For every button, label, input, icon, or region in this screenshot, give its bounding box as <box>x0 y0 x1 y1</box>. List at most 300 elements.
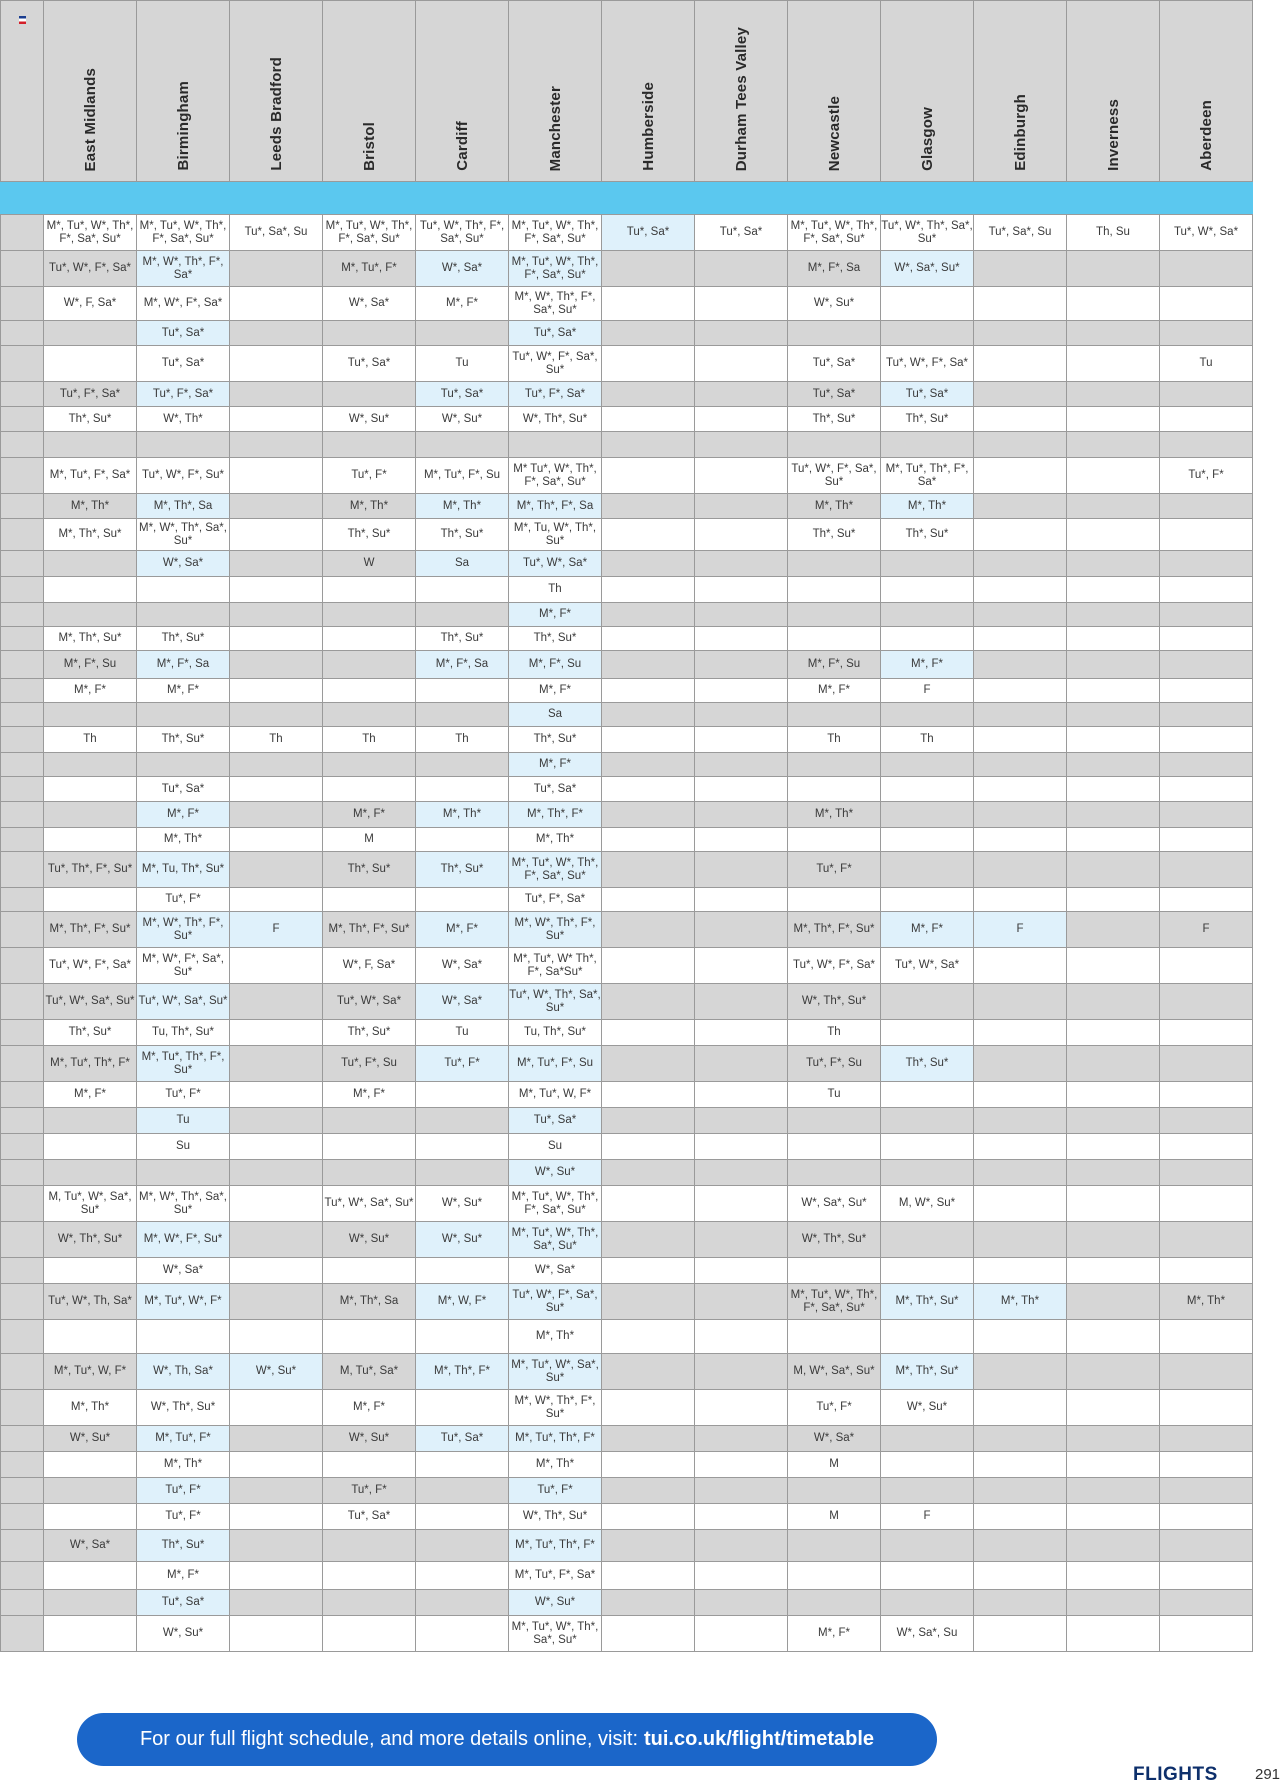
schedule-cell: M, Tu*, W*, Sa*, Su* <box>44 1186 137 1222</box>
schedule-cell: F <box>881 679 974 703</box>
schedule-cell <box>974 321 1067 346</box>
schedule-cell <box>695 852 788 888</box>
schedule-cell <box>1067 1284 1160 1320</box>
schedule-cell: M*, Th* <box>881 494 974 519</box>
schedule-cell: Su <box>509 1134 602 1160</box>
schedule-cell: M <box>323 828 416 852</box>
destination-cell <box>1 1020 44 1046</box>
schedule-cell <box>323 432 416 458</box>
schedule-cell: M*, Th*, Su* <box>881 1284 974 1320</box>
schedule-cell <box>602 287 695 321</box>
schedule-cell <box>881 1590 974 1616</box>
schedule-cell <box>1160 321 1253 346</box>
schedule-row <box>1 777 1253 802</box>
schedule-cell: M*, F*, Su <box>44 651 137 679</box>
corner-header <box>1 1 44 182</box>
schedule-cell <box>416 1478 509 1504</box>
destination-cell <box>1 215 44 251</box>
schedule-cell <box>1067 519 1160 551</box>
schedule-cell <box>1160 1390 1253 1426</box>
schedule-cell: Th*, Su* <box>788 407 881 432</box>
schedule-cell: M* Tu*, W*, Th*, F*, Sa*, Su* <box>509 458 602 494</box>
schedule-cell: M*, Tu*, F*, Su <box>509 1046 602 1082</box>
schedule-cell <box>695 777 788 802</box>
schedule-cell: M*, W*, Th*, F*, Su* <box>137 912 230 948</box>
schedule-cell <box>1160 1452 1253 1478</box>
schedule-cell: Tu*, Th*, F*, Su* <box>44 852 137 888</box>
schedule-cell: M*, F* <box>881 651 974 679</box>
schedule-cell: M*, Th* <box>788 494 881 519</box>
schedule-cell: Tu*, F* <box>137 1504 230 1530</box>
schedule-cell: Tu, Th*, Su* <box>509 1020 602 1046</box>
destination-cell <box>1 1590 44 1616</box>
schedule-cell: Th*, Su* <box>416 852 509 888</box>
schedule-cell <box>695 1258 788 1284</box>
schedule-cell <box>881 627 974 651</box>
schedule-cell <box>323 1134 416 1160</box>
schedule-cell <box>602 1258 695 1284</box>
destination-cell <box>1 651 44 679</box>
schedule-cell <box>44 577 137 603</box>
schedule-cell <box>602 1530 695 1562</box>
schedule-row <box>1 382 1253 407</box>
schedule-cell <box>230 458 323 494</box>
schedule-cell <box>1067 287 1160 321</box>
schedule-cell: M*, Tu*, W, F* <box>44 1354 137 1390</box>
schedule-cell: M <box>788 1504 881 1530</box>
schedule-cell: Tu*, Sa*, Su <box>974 215 1067 251</box>
schedule-row <box>1 1590 1253 1616</box>
schedule-cell <box>1067 1478 1160 1504</box>
schedule-cell <box>44 1562 137 1590</box>
schedule-cell: Th*, Su* <box>137 727 230 753</box>
schedule-cell: M*, Tu*, W*, F* <box>137 1284 230 1320</box>
schedule-cell <box>230 1530 323 1562</box>
schedule-cell: Tu <box>1160 346 1253 382</box>
schedule-cell <box>323 777 416 802</box>
schedule-cell: Tu*, F* <box>509 1478 602 1504</box>
schedule-cell: W*, Sa* <box>416 984 509 1020</box>
schedule-cell <box>974 627 1067 651</box>
schedule-cell: Tu*, F*, Sa* <box>509 888 602 912</box>
schedule-cell <box>974 551 1067 577</box>
schedule-cell <box>1067 888 1160 912</box>
schedule-cell: M*, W*, Th*, F*, Su* <box>509 912 602 948</box>
schedule-cell <box>323 679 416 703</box>
schedule-cell <box>695 551 788 577</box>
schedule-cell <box>1160 888 1253 912</box>
schedule-cell <box>695 1426 788 1452</box>
schedule-cell: M*, Th* <box>509 828 602 852</box>
schedule-cell <box>1160 948 1253 984</box>
schedule-cell: Th*, Su* <box>44 1020 137 1046</box>
schedule-cell <box>788 1134 881 1160</box>
schedule-cell <box>695 679 788 703</box>
schedule-cell <box>1067 679 1160 703</box>
schedule-cell: Tu*, Sa* <box>881 382 974 407</box>
schedule-cell: W*, F, Sa* <box>323 948 416 984</box>
schedule-cell <box>1067 407 1160 432</box>
schedule-cell <box>416 1452 509 1478</box>
schedule-cell: M*, Th* <box>416 494 509 519</box>
schedule-cell <box>1067 251 1160 287</box>
schedule-row <box>1 1562 1253 1590</box>
schedule-cell <box>416 753 509 777</box>
schedule-cell <box>788 1258 881 1284</box>
schedule-cell: M*, Th* <box>137 828 230 852</box>
schedule-cell: M <box>788 1452 881 1478</box>
schedule-cell: Tu*, F* <box>788 852 881 888</box>
timetable-banner[interactable] <box>77 1713 937 1766</box>
schedule-cell: Tu*, F* <box>137 1478 230 1504</box>
schedule-cell: M*, W*, Th*, F*, Sa* <box>137 251 230 287</box>
band-cell <box>1 182 44 215</box>
schedule-cell <box>1067 458 1160 494</box>
destination-cell <box>1 1186 44 1222</box>
airport-header <box>974 1 1067 182</box>
schedule-cell <box>695 346 788 382</box>
schedule-cell <box>230 287 323 321</box>
schedule-cell <box>1067 802 1160 828</box>
schedule-cell: W*, Th*, Su* <box>788 984 881 1020</box>
schedule-cell: W*, Sa* <box>137 1258 230 1284</box>
uk-flag-icon <box>19 16 26 24</box>
schedule-cell: W*, Sa* <box>416 948 509 984</box>
schedule-cell <box>602 382 695 407</box>
schedule-cell <box>881 1258 974 1284</box>
schedule-cell <box>44 1452 137 1478</box>
schedule-cell <box>416 432 509 458</box>
schedule-cell: Th <box>881 727 974 753</box>
schedule-cell <box>602 852 695 888</box>
schedule-cell <box>230 1020 323 1046</box>
schedule-cell <box>1160 679 1253 703</box>
schedule-cell: M*, Tu*, W*, Th*, Sa*, Su* <box>509 1616 602 1652</box>
schedule-cell <box>230 1082 323 1108</box>
airport-header <box>230 1 323 182</box>
destination-cell <box>1 346 44 382</box>
schedule-cell <box>881 577 974 603</box>
schedule-cell <box>602 1284 695 1320</box>
schedule-cell <box>230 703 323 727</box>
schedule-cell: W*, Th*, Su* <box>44 1222 137 1258</box>
schedule-cell <box>1160 603 1253 627</box>
schedule-cell: W*, Su* <box>323 407 416 432</box>
schedule-cell: Th <box>788 727 881 753</box>
schedule-cell <box>230 382 323 407</box>
schedule-cell <box>974 346 1067 382</box>
schedule-cell <box>602 912 695 948</box>
schedule-cell <box>230 1452 323 1478</box>
airport-header <box>881 1 974 182</box>
schedule-cell <box>974 1390 1067 1426</box>
schedule-cell <box>602 1562 695 1590</box>
schedule-cell <box>230 1320 323 1354</box>
schedule-cell <box>974 1082 1067 1108</box>
schedule-cell: M*, Tu*, Th*, F* <box>44 1046 137 1082</box>
schedule-cell: M*, F*, Su <box>509 651 602 679</box>
schedule-cell: M, W*, Su* <box>881 1186 974 1222</box>
schedule-cell: M*, W*, F*, Sa* <box>137 287 230 321</box>
schedule-cell: Tu*, W*, Sa*, Su* <box>323 1186 416 1222</box>
schedule-cell <box>881 551 974 577</box>
schedule-cell: M*, W*, F*, Sa*, Su* <box>137 948 230 984</box>
schedule-cell <box>1067 1108 1160 1134</box>
schedule-cell: M*, W*, F*, Su* <box>137 1222 230 1258</box>
schedule-cell: Tu*, F* <box>323 1478 416 1504</box>
schedule-cell: Tu*, W*, F*, Sa* <box>44 251 137 287</box>
schedule-cell: M*, F* <box>509 753 602 777</box>
schedule-cell <box>416 577 509 603</box>
schedule-cell: Tu*, F* <box>137 888 230 912</box>
schedule-cell <box>1160 519 1253 551</box>
schedule-cell <box>602 651 695 679</box>
schedule-cell <box>974 888 1067 912</box>
schedule-cell <box>137 753 230 777</box>
schedule-cell: Tu <box>137 1108 230 1134</box>
schedule-cell: W*, Th* <box>137 407 230 432</box>
schedule-cell <box>974 1562 1067 1590</box>
schedule-row <box>1 1478 1253 1504</box>
schedule-cell <box>695 984 788 1020</box>
schedule-cell <box>323 703 416 727</box>
schedule-cell <box>230 679 323 703</box>
schedule-row <box>1 251 1253 287</box>
airport-name: Birmingham <box>174 81 192 171</box>
schedule-cell <box>881 1478 974 1504</box>
schedule-cell: W*, F, Sa* <box>44 287 137 321</box>
schedule-cell: Th*, Su* <box>881 519 974 551</box>
schedule-cell: Tu*, Sa* <box>137 777 230 802</box>
schedule-cell <box>1067 321 1160 346</box>
schedule-cell <box>602 1426 695 1452</box>
schedule-cell: M*, Tu*, W*, Th*, F*, Sa*, Su* <box>788 215 881 251</box>
schedule-cell: M*, F*, Sa <box>137 651 230 679</box>
schedule-cell: F <box>881 1504 974 1530</box>
schedule-cell <box>788 1562 881 1590</box>
schedule-cell <box>323 888 416 912</box>
schedule-cell <box>695 627 788 651</box>
schedule-cell <box>44 346 137 382</box>
schedule-cell <box>695 651 788 679</box>
destination-cell <box>1 577 44 603</box>
schedule-cell <box>1160 1020 1253 1046</box>
schedule-cell <box>44 321 137 346</box>
schedule-cell <box>974 852 1067 888</box>
schedule-cell: W*, Su* <box>881 1390 974 1426</box>
schedule-row <box>1 215 1253 251</box>
schedule-cell <box>230 1426 323 1452</box>
schedule-cell <box>602 251 695 287</box>
destination-cell <box>1 603 44 627</box>
schedule-cell <box>788 1590 881 1616</box>
schedule-cell: F <box>230 912 323 948</box>
airport-header <box>509 1 602 182</box>
schedule-cell: M*, Tu*, W*, Th*, F*, Sa*, Su* <box>323 215 416 251</box>
schedule-cell: M*, F* <box>137 1562 230 1590</box>
destination-cell <box>1 777 44 802</box>
schedule-cell <box>695 1354 788 1390</box>
schedule-cell <box>881 1020 974 1046</box>
schedule-cell <box>695 1320 788 1354</box>
schedule-cell <box>1067 948 1160 984</box>
schedule-cell: M*, F* <box>788 1616 881 1652</box>
schedule-cell: Th*, Su* <box>881 1046 974 1082</box>
schedule-cell: M*, Tu*, Th*, F* <box>509 1426 602 1452</box>
schedule-row <box>1 551 1253 577</box>
schedule-cell: W*, Su* <box>788 287 881 321</box>
schedule-cell: M*, F* <box>323 1390 416 1426</box>
schedule-cell <box>695 1616 788 1652</box>
schedule-cell: M*, W*, Th*, Sa*, Su* <box>137 1186 230 1222</box>
schedule-cell <box>1067 432 1160 458</box>
schedule-cell <box>137 603 230 627</box>
schedule-cell <box>1067 1082 1160 1108</box>
schedule-cell <box>974 984 1067 1020</box>
schedule-cell <box>695 1390 788 1426</box>
schedule-cell <box>1067 828 1160 852</box>
schedule-cell <box>416 1160 509 1186</box>
schedule-cell <box>1067 1426 1160 1452</box>
schedule-cell <box>695 1478 788 1504</box>
schedule-cell <box>602 1320 695 1354</box>
airport-header <box>1160 1 1253 182</box>
schedule-cell <box>602 703 695 727</box>
schedule-cell: Tu*, Sa* <box>137 1590 230 1616</box>
page-number: 291 <box>1255 1766 1280 1783</box>
schedule-cell: Tu*, Sa* <box>323 346 416 382</box>
airport-header <box>695 1 788 182</box>
schedule-cell: M*, F* <box>509 603 602 627</box>
destination-cell <box>1 1452 44 1478</box>
schedule-cell: W*, Su* <box>323 1222 416 1258</box>
schedule-cell: M*, W*, Th*, Sa*, Su* <box>137 519 230 551</box>
destination-cell <box>1 494 44 519</box>
schedule-cell <box>1067 1354 1160 1390</box>
schedule-cell <box>1067 551 1160 577</box>
airport-name: Aberdeen <box>1197 100 1215 171</box>
schedule-cell <box>788 551 881 577</box>
schedule-cell: W*, Sa* <box>788 1426 881 1452</box>
schedule-cell <box>137 577 230 603</box>
destination-cell <box>1 1426 44 1452</box>
schedule-cell: F <box>1160 912 1253 948</box>
schedule-row <box>1 577 1253 603</box>
schedule-cell: Tu*, F* <box>137 1082 230 1108</box>
band-cell <box>602 182 695 215</box>
schedule-cell <box>881 1320 974 1354</box>
schedule-cell <box>44 1258 137 1284</box>
schedule-cell <box>1160 727 1253 753</box>
schedule-cell <box>788 753 881 777</box>
schedule-row <box>1 1530 1253 1562</box>
schedule-cell <box>695 287 788 321</box>
schedule-cell: Th*, Su* <box>323 852 416 888</box>
schedule-cell <box>881 703 974 727</box>
schedule-cell <box>323 603 416 627</box>
schedule-cell: Th <box>788 1020 881 1046</box>
schedule-cell <box>1160 852 1253 888</box>
schedule-cell <box>230 852 323 888</box>
schedule-cell: M*, Tu*, F* <box>323 251 416 287</box>
schedule-cell: M*, Tu*, F*, Su <box>416 458 509 494</box>
schedule-cell: Tu*, W*, F*, Sa* <box>881 346 974 382</box>
schedule-cell <box>788 603 881 627</box>
schedule-cell <box>974 1452 1067 1478</box>
schedule-row <box>1 627 1253 651</box>
schedule-cell: Tu <box>788 1082 881 1108</box>
schedule-cell <box>1160 627 1253 651</box>
schedule-cell <box>44 753 137 777</box>
schedule-cell: Tu*, F* <box>323 458 416 494</box>
schedule-cell <box>1160 1258 1253 1284</box>
schedule-cell: M*, Th*, F*, Sa <box>509 494 602 519</box>
schedule-cell <box>1160 1160 1253 1186</box>
schedule-cell <box>1160 1186 1253 1222</box>
schedule-cell: M*, Th*, F*, Su* <box>788 912 881 948</box>
schedule-row <box>1 948 1253 984</box>
schedule-cell <box>602 1082 695 1108</box>
airport-header <box>788 1 881 182</box>
schedule-cell <box>1067 651 1160 679</box>
schedule-cell <box>602 1390 695 1426</box>
destination-cell <box>1 912 44 948</box>
schedule-cell <box>230 1134 323 1160</box>
schedule-cell: Tu*, F*, Sa* <box>137 382 230 407</box>
schedule-cell: Tu*, Sa* <box>137 321 230 346</box>
destination-cell <box>1 551 44 577</box>
timetable-link[interactable]: tui.co.uk/flight/timetable <box>644 1728 875 1750</box>
schedule-cell <box>881 984 974 1020</box>
schedule-cell <box>1067 1616 1160 1652</box>
schedule-cell: M*, F* <box>323 802 416 828</box>
schedule-cell <box>416 679 509 703</box>
schedule-cell <box>44 1590 137 1616</box>
schedule-cell <box>695 753 788 777</box>
schedule-cell <box>974 382 1067 407</box>
schedule-cell <box>230 519 323 551</box>
schedule-cell <box>695 1046 788 1082</box>
schedule-cell <box>1067 984 1160 1020</box>
schedule-cell: M*, Th* <box>974 1284 1067 1320</box>
schedule-row <box>1 984 1253 1020</box>
schedule-cell <box>974 948 1067 984</box>
schedule-cell: Tu*, W*, Sa*, Su* <box>44 984 137 1020</box>
schedule-cell: M*, Th*, F*, Su* <box>44 912 137 948</box>
schedule-cell <box>416 1590 509 1616</box>
destination-cell <box>1 753 44 777</box>
schedule-cell <box>881 802 974 828</box>
schedule-cell: Tu*, W*, Sa* <box>323 984 416 1020</box>
schedule-cell <box>974 577 1067 603</box>
schedule-cell <box>230 577 323 603</box>
schedule-cell <box>695 1562 788 1590</box>
schedule-cell <box>695 1284 788 1320</box>
schedule-cell: M*, F* <box>323 1082 416 1108</box>
schedule-cell <box>1160 1082 1253 1108</box>
schedule-cell <box>788 1320 881 1354</box>
schedule-cell <box>602 494 695 519</box>
schedule-cell <box>974 1258 1067 1284</box>
band-cell <box>137 182 230 215</box>
schedule-cell <box>44 802 137 828</box>
schedule-cell: M*, Th* <box>137 1452 230 1478</box>
band-cell <box>509 182 602 215</box>
schedule-cell <box>509 432 602 458</box>
schedule-cell <box>602 407 695 432</box>
schedule-cell <box>602 1590 695 1616</box>
schedule-cell <box>1067 912 1160 948</box>
